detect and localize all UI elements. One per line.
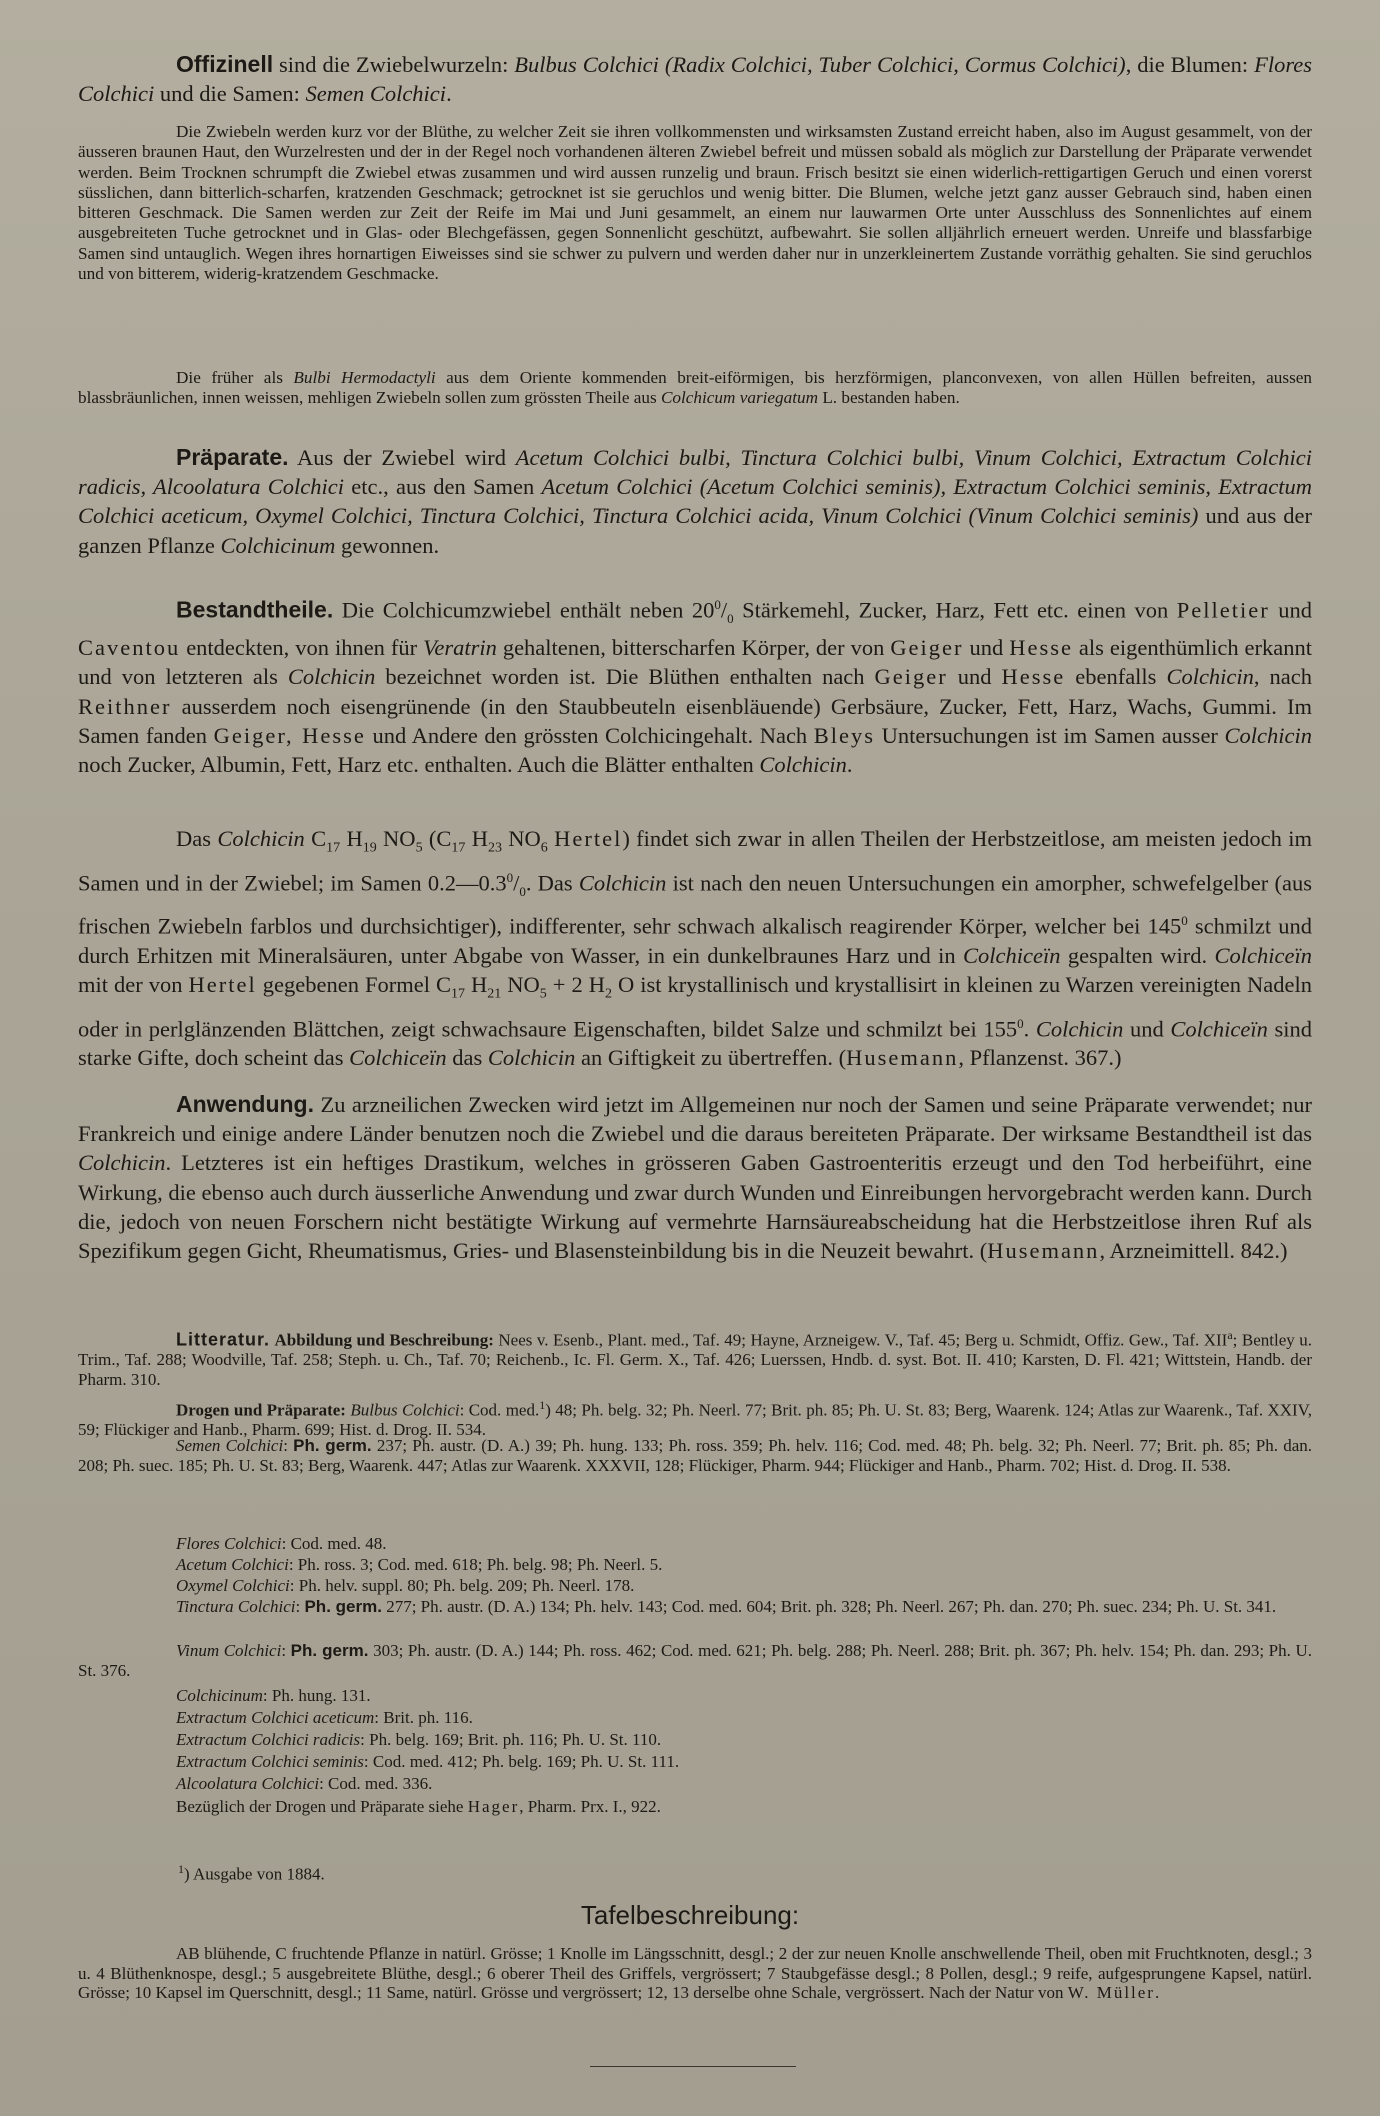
- bestandtheile-text: Die Colchicumzwiebel enthält neben 20: [333, 597, 715, 623]
- degree-sup: 0: [1181, 912, 1188, 928]
- author-geiger: Geiger: [874, 664, 948, 690]
- drogen-flores: [176, 1534, 1316, 1554]
- tinctura-label: Tinctura Colchici: [176, 1597, 296, 1616]
- anwendung-text: . Letzteres ist ein heftiges Drastikum, welches in grösseren Gaben Gastroenteritis erzeugt und den Tod herbeiführt, eine Wirkung, die ebenso auch durch äusserliche Anwendung und zwar durch Wunden und Einreibungen hervorgebracht werden kann. Durch die, jedoch von neuen Forschern nicht bestätigte Wirkung auf vermehrte Harnsäureabscheidung hat die Herbstzeitlose ihren Ruf als Spezifikum gegen Gicht, Rheumatismus, Gries- und Blasensteinbildung bis in die Neuzeit bewahrt. (: [78, 1150, 1312, 1264]
- drogen-alcoolatura: [176, 1774, 1316, 1794]
- formula-sub: 21: [487, 986, 502, 1002]
- acetum-text: : Ph. ross. 3; Cod. med. 618; Ph. belg. 98; Ph. Neerl. 5.: [288, 1555, 663, 1574]
- author-hertel: Hertel: [188, 971, 257, 997]
- bestandtheile-text: an Giftigkeit zu übertreffen. (: [575, 1045, 847, 1071]
- formula-sub: 23: [487, 840, 502, 856]
- formula-sub: 5: [539, 986, 547, 1002]
- author-geiger-hesse: Geiger, Hesse: [213, 722, 366, 748]
- bestandtheile-text: sind starke Gifte, doch scheint das: [78, 1016, 1313, 1071]
- formula-sub: 2: [605, 986, 613, 1002]
- drogen-heading: Drogen und Präparate:: [176, 1400, 346, 1420]
- bestandtheile-text: mit der von: [78, 971, 189, 997]
- term-colchicin: Colchicin: [217, 826, 305, 851]
- flores-text: : Cod. med. 48.: [281, 1534, 387, 1553]
- drogen-tinctura: [78, 1597, 1312, 1617]
- litteratur-heading: Litteratur.: [176, 1329, 271, 1350]
- bestandtheile-text: Das: [176, 826, 218, 851]
- anwendung-text: Zu arzneilichen Zwecken wird jetzt im Allgemeinen nur noch der Samen und seine Präparate verwendet; nur Frankreich und einige andere Länder benutzen noch die Zwiebel und die daraus bereiteten Präparate. Der wirksame Bestandtheil ist das: [78, 1092, 1312, 1147]
- term-colchicin: Colchicin: [287, 664, 376, 690]
- anwendung-text: , Arzneimittell. 842.): [1099, 1238, 1288, 1264]
- praeparate-text: gewonnen.: [335, 532, 440, 558]
- alcoolatura-label: Alcoolatura Colchici: [176, 1774, 320, 1793]
- praeparate-seed-list: Acetum Colchici (Acetum Colchici seminis), Extractum Colchici seminis, Extractum Colchici aceticum, Oxymel Colchici, Tinctura Colchici, Tinctura Colchici acida, Vinum Colchici (Vinum Colchici seminis): [78, 474, 1312, 529]
- bestandtheile-text: O ist krystallinisch und krystallisirt in kleinen zu Warzen vereinigten Nadeln oder in perlglänzenden Blättchen, zeigt schwachsaure Eigenschaften, bildet Salze und schmilzt bei 155: [78, 971, 1313, 1042]
- drogen-semen: [78, 1436, 1312, 1475]
- offizinell-semen: Semen Colchici: [305, 81, 447, 107]
- bestandtheile-text: und: [947, 664, 1002, 690]
- bestandtheile-text: entdeckten, von ihnen für: [180, 635, 424, 661]
- author-hager: Hager: [467, 1797, 520, 1816]
- tafel-text: AB blühende, C fruchtende Pflanze in natürl. Grösse; 1 Knolle im Längsschnitt, desgl.; 2 der zur neuen Knolle anschwellende Theil, oben mit Fruchtknoten, desgl.; 3 u. 4 Blüthenknospe, desgl.; 5 ausgebreitete Blüthe, desgl.; 6 oberer Theil des Griffels, vergrössert; 7 Staubgefässe desgl.; 8 Pollen, desgl.; 9 reife, aufgesprungene Kapsel, natürl. Grösse; 10 Kapsel im Querschnitt, desgl.; 11 Same, natürl. Grösse und vergrössert; 12, 13 derselbe ohne Schale, vergrössert. Nach der Natur von: [78, 1944, 1312, 2003]
- author-mueller: W. Müller: [1067, 1983, 1155, 2003]
- oxymel-label: Oxymel Colchici: [176, 1576, 290, 1595]
- bestandtheile-text: Untersuchungen ist im Samen ausser: [875, 722, 1225, 748]
- tafel-description: [78, 1944, 1312, 2003]
- term-colchicin: Colchicin: [1166, 664, 1254, 690]
- formula-part: gegebenen Formel C: [256, 971, 451, 997]
- ext-aceticum-label: Extractum Colchici aceticum: [176, 1708, 375, 1727]
- degree-sup: 0: [1017, 1015, 1024, 1031]
- anwendung-paragraph: [78, 1090, 1312, 1265]
- abbildung-heading: Abbildung und Beschreibung:: [274, 1330, 494, 1350]
- term-colchicin: Colchicin: [487, 1045, 576, 1071]
- hermodactyli-name: Bulbi Hermodactyli: [293, 368, 436, 387]
- colchicum-variegatum: Colchicum variegatum: [660, 388, 819, 408]
- formula-sub: 6: [540, 840, 548, 856]
- ph-germ: Ph. germ.: [304, 1597, 382, 1616]
- author-hesse: Hesse: [1001, 664, 1066, 690]
- drogen-acetum: [176, 1555, 1316, 1575]
- bestandtheile-paragraph-2: Das Colchicin $C_{17}$ $H_{19}$ $NO_5$ ($C_{17}$ $H_{23}$ $NO_6$ Hertel) findet sich zwar in allen Theilen der Herbstzeitlose, am meisten jedoch im Samen und in der Zwiebel; im Samen $0.2—0.3^0/_0$. Das Colchicin ist nach den neuen Untersuchungen ein amorpher, schwefelgelber (aus frischen Zwiebeln farblos und durchsichtiger), indifferenter, sehr schwach alkalisch reagirender Körper, welcher bei $145^0$ schmilzt und durch Erhitzen mit Mineralsäuren, unter Abgabe von Wasser, in ein dunkelbraunes Harz und in Colchiceïn gespalten wird. Colchiceïn mit der von Hertel gegebenen Formel $C_{17}$ $H_{21}$ $NO_5 + 2$ $H_2$ O ist krystallinisch und krystallisirt in kleinen zu Warzen vereinigten Nadeln oder in perlglänzenden Blättchen, zeigt schwachsaure Eigenschaften, bildet Salze und schmilzt bei $155^0$. Colchicin und Colchiceïn sind starke Gifte, doch scheint das Colchiceïn das Colchicin an Giftigkeit zu übertreffen. (Husemann, Pflanzenst. 367.): [78, 826, 1313, 1071]
- tinctura-text: :: [295, 1597, 305, 1616]
- bezueglich-text: , Pharm. Prx. I., 922.: [519, 1797, 661, 1816]
- praeparate-text: etc., aus den Samen: [343, 474, 542, 500]
- tinctura-text: 277; Ph. austr. (D. A.) 134; Ph. helv. 143; Cod. med. 604; Brit. ph. 328; Ph. Neerl. 267; Ph. dan. 270; Ph. suec. 234; Ph. U. St. 341.: [381, 1597, 1277, 1616]
- offizinell-text: .: [446, 81, 452, 107]
- author-caventou: Caventou: [78, 635, 181, 661]
- term-colchicin: Colchicin: [759, 752, 847, 778]
- bestandtheile-text: und: [963, 635, 1010, 661]
- praeparate-bulb-list: Acetum Colchici bulbi, Tinctura Colchici bulbi, Vinum Colchici, Extractum Colchici radicis, Alcoolatura Colchici: [78, 445, 1312, 500]
- bestandtheile-text: gehaltenen, bitterscharfen Körper, der von: [496, 635, 891, 661]
- colchicinum-text: : Ph. hung. 131.: [262, 1686, 371, 1705]
- praeparate-paragraph: [78, 443, 1312, 560]
- ph-germ: Ph. germ.: [293, 1436, 372, 1455]
- offizinell-text: , die Blumen:: [1125, 52, 1255, 77]
- author-hertel: Hertel: [554, 826, 623, 851]
- hermodactyli-text: Die früher als: [176, 368, 294, 387]
- offizinell-flores: Flores Colchici: [78, 52, 1312, 107]
- hermodactyli-text: aus dem Oriente kommenden breit-eiförmigen, bis herzförmigen, planconvexen, von allen Hüllen befreiten, aussen blassbräunlichen, innen weissen, mehligen Zwiebeln sollen zum grössten Theile aus: [78, 368, 1312, 408]
- acetum-label: Acetum Colchici: [176, 1555, 289, 1574]
- bestandtheile-text: , Pflanzenst. 367.): [958, 1045, 1122, 1071]
- bestandtheile-text: ist nach den neuen Untersuchungen ein amorpher, schwefelgelber (aus frischen Zwiebeln farblos und durchsichtiger), indifferenter, sehr schwach alkalisch reagirender Körper, welcher bei 145: [78, 870, 1312, 939]
- footnote-text: ) Ausgabe von 1884.: [184, 1864, 325, 1884]
- offizinell-text: sind die Zwiebelwurzeln:: [273, 52, 515, 77]
- bestandtheile-text: ebenfalls: [1065, 664, 1167, 690]
- bestandtheile-text: ) findet sich zwar in allen Theilen der Herbstzeitlose, am meisten jedoch im Samen und in der Zwiebel; im Samen 0.2—0.3: [78, 826, 1313, 896]
- tafel-title: Tafelbeschreibung:: [580, 1900, 800, 1930]
- flores-label: Flores Colchici: [176, 1534, 282, 1553]
- formula-part: (C: [422, 826, 452, 851]
- formula-part: H: [465, 826, 488, 851]
- term-colchicein: Colchiceïn: [349, 1045, 447, 1071]
- vinum-label: Vinum Colchici: [176, 1641, 282, 1660]
- author-reithner: Reithner: [78, 693, 172, 719]
- semen-label: Semen Colchici: [176, 1436, 284, 1455]
- tafel-text: .: [1154, 1983, 1160, 2003]
- semen-text: 237; Ph. austr. (D. A.) 39; Ph. hung. 133; Ph. ross. 359; Ph. helv. 116; Cod. med. 48; Ph. belg. 32; Ph. Neerl. 77; Brit. ph. 85; Ph. dan. 208; Ph. suec. 185; Ph. U. St. 83; Berg, Waarenk. 447; Atlas zur Waarenk. XXXVII, 128; Flückiger, Pharm. 944; Flückiger and Hanb., Pharm. 702; Hist. d. Drog. II. 538.: [78, 1436, 1312, 1475]
- term-colchicein: Colchiceïn: [963, 942, 1061, 968]
- formula-sub: 17: [451, 986, 465, 1002]
- author-husemann: Husemann: [987, 1238, 1100, 1264]
- vinum-text: 303; Ph. austr. (D. A.) 144; Ph. ross. 462; Cod. med. 621; Ph. belg. 288; Ph. Neerl. 288; Brit. ph. 367; Ph. helv. 154; Ph. dan. 293; Ph. U. St. 376.: [78, 1641, 1312, 1680]
- formula-part: NO: [501, 826, 541, 851]
- ext-aceticum-text: : Brit. ph. 116.: [374, 1708, 473, 1727]
- formula-sub: 19: [362, 840, 377, 856]
- formula-part: + 2 H: [546, 971, 606, 997]
- percent-sub: 0: [519, 883, 526, 899]
- offizinell-heading: Offizinell: [176, 51, 274, 77]
- bestandtheile-text: das: [446, 1045, 488, 1071]
- anwendung-heading: Anwendung.: [176, 1091, 314, 1117]
- percent-sub: 0: [727, 611, 734, 626]
- bulbus-text: ) 48; Ph. belg. 32; Ph. Neerl. 77; Brit. ph. 85; Ph. U. St. 83; Berg, Waarenk. 124; Atlas zur Waarenk., Taf. XXIV, 59; Flückiger and Hanb., Pharm. 699; Hist. d. Drog. II. 534.: [78, 1400, 1313, 1440]
- bestandtheile-heading: Bestandtheile.: [176, 596, 334, 623]
- drogen-extractum-aceticum: [176, 1708, 1316, 1728]
- drogen-extractum-radicis: [176, 1730, 1316, 1750]
- formula-sub: 17: [326, 840, 341, 856]
- formula-part: NO: [376, 826, 416, 851]
- author-husemann: Husemann: [846, 1045, 959, 1071]
- bulbus-label: Bulbus Colchici: [350, 1400, 460, 1420]
- bestandtheile-text: schmilzt und durch Erhitzen mit Mineralsäuren, unter Abgabe von Wasser, in ein dunkelbraunes Harz und in: [78, 913, 1313, 968]
- bestandtheile-text: als eigenthümlich erkannt und von letzteren als: [78, 635, 1312, 690]
- bestandtheile-text: Stärkemehl, Zucker, Harz, Fett etc. einen von: [733, 597, 1177, 623]
- term-veratrin: Veratrin: [423, 635, 497, 661]
- colchicinum-label: Colchicinum: [176, 1686, 263, 1705]
- bestandtheile-text: noch Zucker, Albumin, Fett, Harz etc. enthalten. Auch die Blätter enthalten: [78, 752, 760, 778]
- offizinell-paragraph: [78, 50, 1312, 108]
- oxymel-text: : Ph. helv. suppl. 80; Ph. belg. 209; Ph. Neerl. 178.: [289, 1576, 635, 1595]
- bestandtheile-text: und Andere den grössten Colchicingehalt. Nach: [365, 722, 814, 748]
- bestandtheile-text: ausserdem noch eisengrünende (in den Staubbeuteln eisenbläuende) Gerbsäure, Zucker, Fett, Harz, Wachs, Gummi. Im Samen fanden: [78, 693, 1312, 748]
- semen-text: :: [283, 1436, 294, 1455]
- bestandtheile-text: .: [846, 752, 853, 778]
- term-colchicin: Colchicin: [578, 870, 667, 896]
- drogen-bezueglich: [176, 1797, 1316, 1817]
- formula-part: NO: [501, 971, 540, 997]
- author-pelletier: Pelletier: [1176, 597, 1270, 623]
- footnote-ref: 1: [539, 1398, 546, 1412]
- praeparate-text: Aus der Zwiebel wird: [288, 445, 516, 470]
- term-colchicin: Colchicin: [1035, 1016, 1124, 1042]
- formula-sub: 17: [451, 840, 466, 856]
- ph-germ: Ph. germ.: [290, 1641, 369, 1660]
- footnote-mark: 1: [178, 1862, 184, 1876]
- hermodactyli-text: L. bestanden haben.: [818, 388, 960, 408]
- drogen-extractum-seminis: [176, 1752, 1316, 1772]
- bestandtheile-text: .: [1023, 1016, 1036, 1042]
- abbildung-text: Nees v. Esenb., Plant. med., Taf. 49; Hayne, Arzneigew. V., Taf. 45; Berg u. Schmidt, Offiz. Gew., Taf. XII: [493, 1330, 1228, 1350]
- footnote: [178, 1862, 325, 1885]
- ext-radicis-label: Extractum Colchici radicis: [176, 1730, 361, 1749]
- ext-radicis-text: : Ph. belg. 169; Brit. ph. 116; Ph. U. St. 110.: [360, 1730, 662, 1749]
- drogen-colchicinum: [176, 1686, 1316, 1706]
- author-geiger: Geiger: [890, 635, 964, 661]
- alcoolatura-text: : Cod. med. 336.: [319, 1774, 433, 1793]
- litteratur-abbildung: [78, 1326, 1312, 1389]
- formula-part: C: [304, 826, 327, 851]
- bestandtheile-text: bezeichnet worden ist. Die Blüthen enthalten nach: [375, 664, 875, 690]
- term-colchicin: Colchicin: [1224, 722, 1312, 748]
- bestandtheile-text: , nach: [1253, 664, 1313, 690]
- hermodactyli-paragraph: [78, 368, 1312, 409]
- praeparate-colchicinum: Colchicinum: [220, 532, 336, 558]
- abbildung-sup: a: [1227, 1328, 1233, 1342]
- bestandtheile-paragraph-1: Bestandtheile. Die Colchicumzwiebel enthält neben $20^0/_0$ Stärkemehl, Zucker, Harz, Fett etc. einen von Pelletier und Caventou entdeckten, von ihnen für Veratrin gehaltenen, bitterscharfen Körper, der von Geiger und Hesse als eigenthümlich erkannt und von letzteren als Colchicin bezeichnet worden ist. Die Blüthen enthalten nach Geiger und Hesse ebenfalls Colchicin, nach Reithner ausserdem noch eisengrünende (in den Staubbeuteln eisenbläuende) Gerbsäure, Zucker, Fett, Harz, Wachs, Gummi. Im Samen fanden Geiger, Hesse und Andere den grössten Colchicingehalt. Nach Bleys Untersuchungen ist im Samen ausser Colchicin noch Zucker, Albumin, Fett, Harz etc. enthalten. Auch die Blätter enthalten Colchicin.: [78, 596, 1313, 778]
- drogen-bulbus: [78, 1396, 1312, 1440]
- offizinell-text: und die Samen:: [154, 81, 306, 107]
- praeparate-heading: Präparate.: [176, 444, 289, 470]
- percent-sup: 0: [714, 597, 721, 612]
- drogen-vinum: [78, 1641, 1312, 1680]
- bestandtheile-text: . Das: [525, 870, 579, 896]
- percent-sup: 0: [506, 869, 514, 885]
- praeparate-text: und aus der ganzen Pflanze: [78, 503, 1312, 558]
- ext-seminis-text: : Cod. med. 412; Ph. belg. 169; Ph. U. St. 111.: [363, 1752, 680, 1771]
- drogen-oxymel: [176, 1576, 1316, 1596]
- term-colchicein: Colchiceïn: [1170, 1016, 1268, 1042]
- ext-seminis-label: Extractum Colchici seminis: [176, 1752, 364, 1771]
- offizinell-bulbus: Bulbus Colchici (Radix Colchici, Tuber Colchici, Cormus Colchici): [514, 52, 1126, 77]
- offizinell-description: Die Zwiebeln werden kurz vor der Blüthe, zu welcher Zeit sie ihren vollkommensten und wirksamsten Zustand erreicht haben, also im August gesammelt, von der äusseren braunen Haut, den Wurzelresten und der in der Regel noch vorhandenen älteren Zwiebel befreit und müssen sobald als möglich zur Darstellung der Präparate verwendet werden. Beim Trocknen schrumpft die Zwiebel etwas zusammen und wird aussen runzelig und braun. Frisch besitzt sie einen widerlich-rettigartigen Geruch und einen vorerst süsslichen, dann bitterlich-scharfen, kratzenden Geschmack; getrocknet ist sie geruchlos und wenig bitter. Die Blumen, welche jetzt ganz ausser Gebrauch sind, haben einen bitteren Geschmack. Die Samen werden zur Zeit der Reife im Mai und Juni gesammelt, an einem nur lauwarmen Orte unter Ausschluss des Sonnenlichtes auf einem ausgebreiteten Tuche getrocknet und in Glas- oder Blechgefässen, gegen Sonnenlicht geschützt, aufbewahrt. Sie sollen alljährlich erneuert werden. Unreife und blassfarbige Samen sind untauglich. Wegen ihres hornartigen Eiweisses sind sie schwer zu pulvern und werden daher nur in unzerkleinertem Zustande vorräthig gehalten. Sie sind geruchlos und von bitterem, widerig-kratzendem Geschmacke.: [78, 122, 1312, 284]
- bezueglich-text: Bezüglich der Drogen und Präparate siehe: [176, 1797, 468, 1816]
- bottom-rule: [590, 2066, 796, 2067]
- bestandtheile-text: und: [1123, 1016, 1171, 1042]
- formula-part: H: [465, 971, 488, 997]
- abbildung-text: ; Bentley u. Trim., Taf. 288; Woodville, Taf. 258; Steph. u. Ch., Taf. 70; Reichenb., Ic. Fl. Germ. X., Taf. 426; Luerssen, Hndb. d. syst. Bot. II. 410; Karsten, D. Fl. 421; Wittstein, Handb. der Pharm. 310.: [78, 1330, 1312, 1389]
- author-bleys: Bleys: [813, 722, 876, 748]
- author-hesse: Hesse: [1009, 635, 1073, 661]
- formula-sub: 5: [415, 840, 423, 856]
- bestandtheile-text: gespalten wird.: [1060, 942, 1215, 968]
- bestandtheile-text: und: [1269, 597, 1312, 623]
- formula-part: H: [340, 826, 363, 851]
- term-colchicein: Colchiceïn: [1214, 942, 1312, 968]
- vinum-text: :: [281, 1641, 291, 1660]
- bulbus-text: : Cod. med.: [459, 1400, 540, 1420]
- term-colchicin: Colchicin: [78, 1150, 166, 1176]
